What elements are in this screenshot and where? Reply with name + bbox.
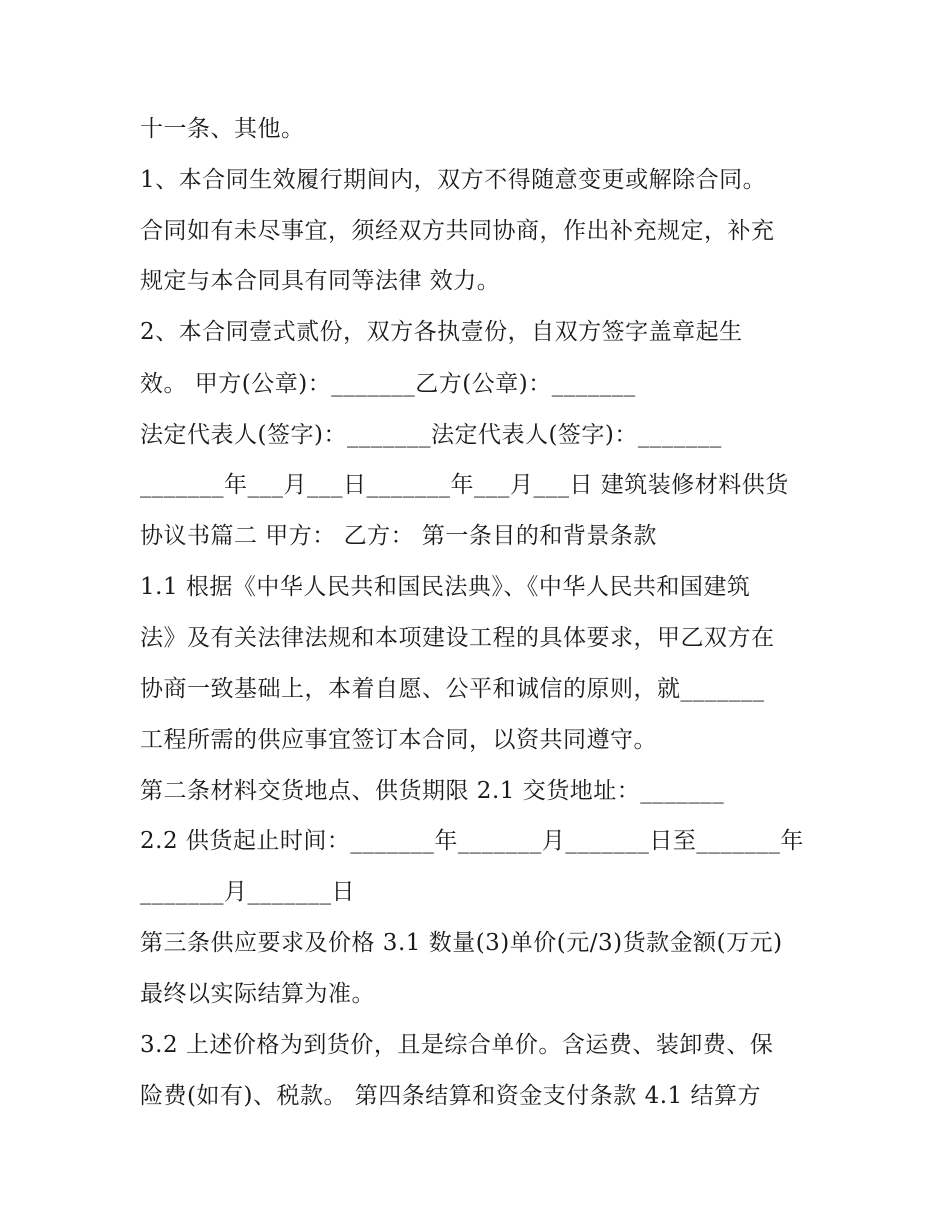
text-line: 第二条材料交货地点、供货期限 2.1 交货地址：_______ [140,778,725,804]
text-line: 协议书篇二 甲方： 乙方： 第一条目的和背景条款 [140,523,657,549]
text-line: 法》及有关法律法规和本项建设工程的具体要求，甲乙双方在 [140,625,775,651]
text-line: 最终以实际结算为准。 [140,981,375,1007]
text-line: 3.2 上述价格为到货价，且是综合单价。含运费、装卸费、保 [140,1032,774,1058]
text-line: 工程所需的供应事宜签订本合同，以资共同遵守。 [140,727,657,753]
text-line: 合同如有未尽事宜，须经双方共同协商，作出补充规定，补充 [140,218,775,244]
text-line: 2、本合同壹式贰份，双方各执壹份，自双方签字盖章起生 [140,319,743,345]
text-line: 法定代表人(签字)：_______法定代表人(签字)：_______ [140,422,722,448]
text-line: _______年___月___日_______年___月___日 建筑装修材料供货 [140,472,789,498]
text-line: _______月_______日 [140,879,355,905]
text-line: 规定与本合同具有同等法律 效力。 [140,268,501,294]
text-line: 协商一致基础上，本着自愿、公平和诚信的原则，就_______ [140,676,765,702]
text-line: 第三条供应要求及价格 3.1 数量(3)单价(元/3)货款金额(万元) [140,930,783,956]
text-line: 2.2 供货起止时间：_______年_______月_______日至_______年 [140,828,804,854]
text-line: 1、本合同生效履行期间内，双方不得随意变更或解除合同。 [140,167,767,193]
text-line: 险费(如有)、税款。 第四条结算和资金支付条款 4.1 结算方 [140,1083,761,1109]
text-line: 效。 甲方(公章)：_______乙方(公章)：_______ [140,371,636,397]
text-line: 十一条、其他。 [140,116,305,142]
text-line: 1.1 根据《中华人民共和国民法典》、《中华人民共和国建筑 [140,574,751,600]
